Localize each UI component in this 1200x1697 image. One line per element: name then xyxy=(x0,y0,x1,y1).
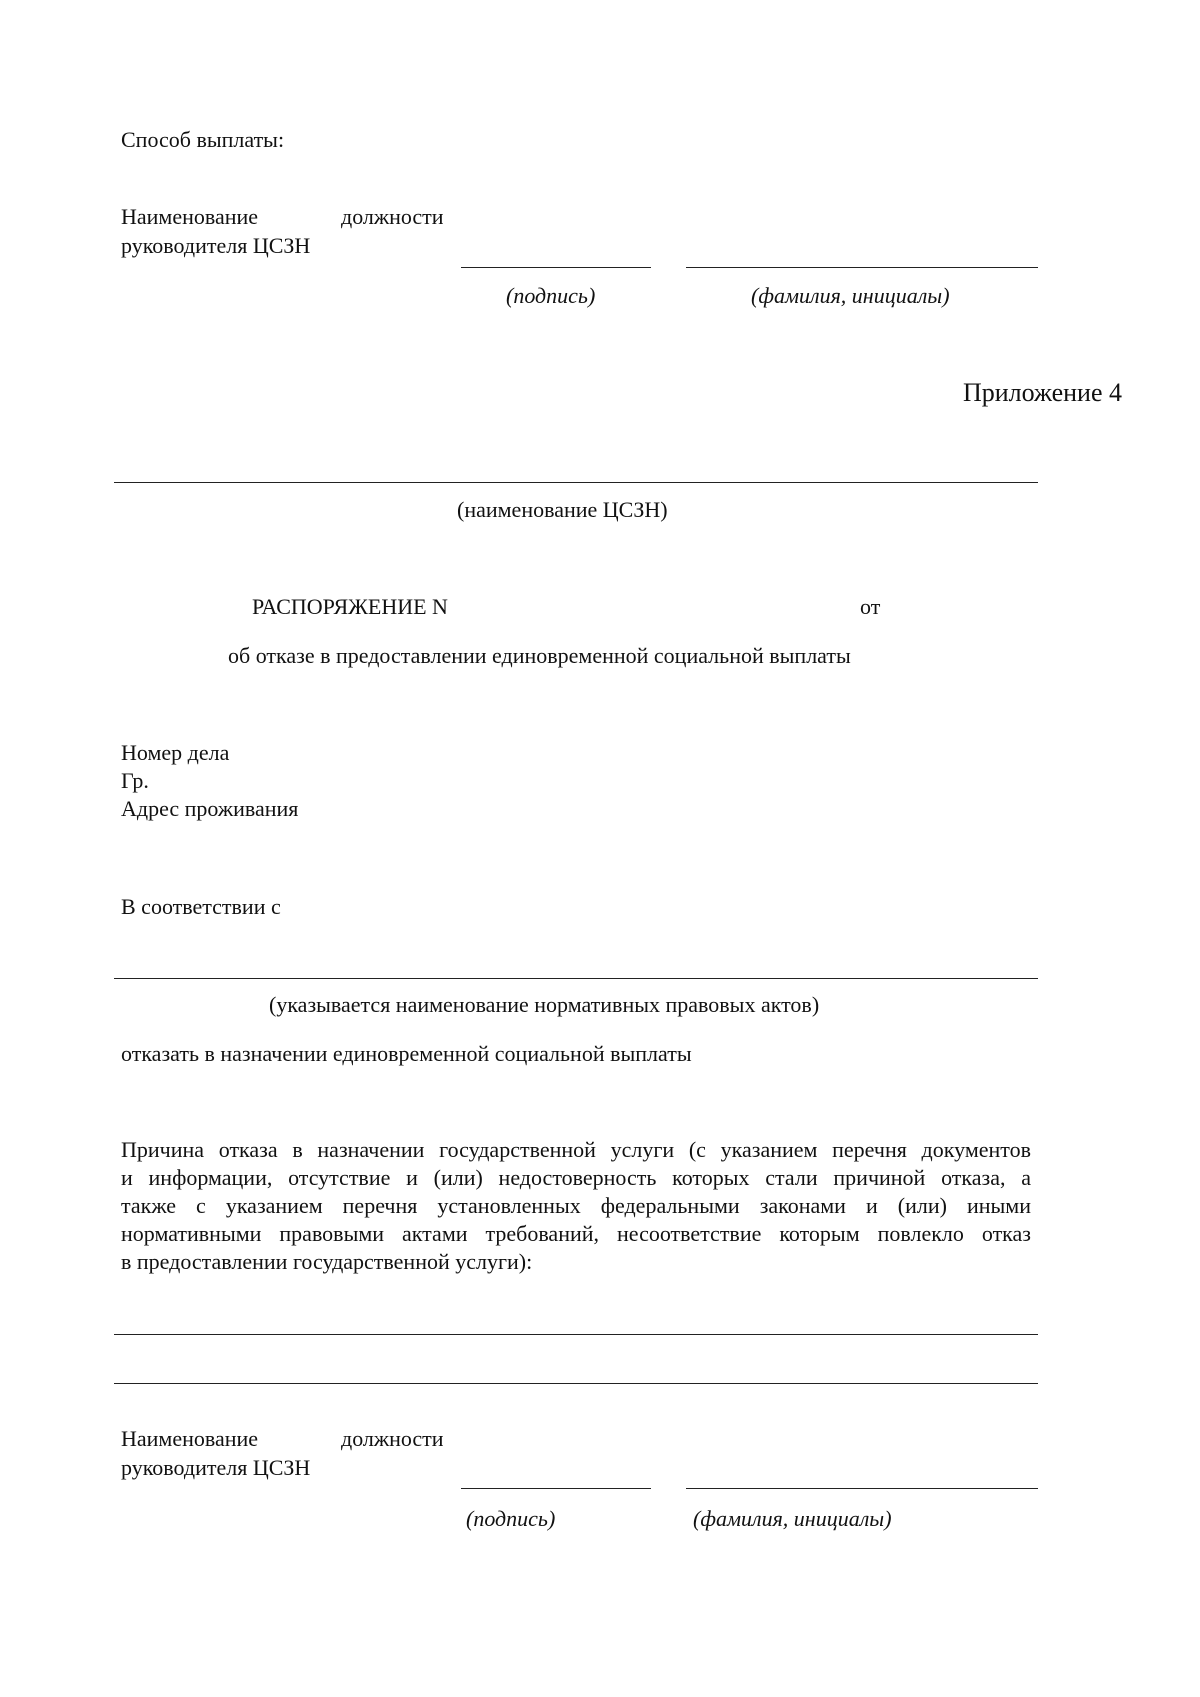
case-number-label: Номер дела xyxy=(121,740,230,765)
name-line xyxy=(686,267,1038,268)
reason-line-3: также с указанием перечня установленных федеральными законами и (или) иными xyxy=(121,1193,1031,1218)
decision-text: отказать в назначении единовременной социальной выплаты xyxy=(121,1041,692,1066)
address-label: Адрес проживания xyxy=(121,796,299,821)
order-subject: об отказе в предоставлении единовременной социальной выплаты xyxy=(228,643,851,668)
reason-line-1: Причина отказа в назначении государственной услуги (с указанием перечня документов xyxy=(121,1137,1031,1162)
reason-line-2: и информации, отсутствие и (или) недостоверность которых стали причиной отказа, а xyxy=(121,1165,1031,1190)
signature-line xyxy=(461,267,651,268)
reason-fill-line-1 xyxy=(114,1334,1038,1335)
citizen-label: Гр. xyxy=(121,768,149,793)
reason-fill-line-2 xyxy=(114,1383,1038,1384)
reason-line-5: в предоставлении государственной услуги): xyxy=(121,1249,533,1274)
appendix-label: Приложение 4 xyxy=(962,378,1122,407)
order-date-label: от xyxy=(860,594,881,619)
name-caption: (фамилия, инициалы) xyxy=(751,283,950,308)
position-label-word1-bottom: Наименование xyxy=(121,1426,259,1451)
position-label-word1: Наименование xyxy=(121,204,259,229)
signature-caption-bottom: (подпись) xyxy=(466,1506,556,1531)
org-name-line xyxy=(114,482,1038,483)
position-label-line2: руководителя ЦСЗН xyxy=(121,233,311,258)
in-accordance-label: В соответствии с xyxy=(121,894,281,919)
position-label-word2: должности xyxy=(341,204,444,229)
org-name-caption: (наименование ЦСЗН) xyxy=(457,497,668,522)
position-label-word2-bottom: должности xyxy=(341,1426,444,1451)
order-title: РАСПОРЯЖЕНИЕ N xyxy=(252,594,448,619)
position-label-line2-bottom: руководителя ЦСЗН xyxy=(121,1455,311,1480)
legal-acts-caption: (указывается наименование нормативных правовых актов) xyxy=(269,992,820,1017)
signature-line-bottom xyxy=(461,1488,651,1489)
legal-acts-line xyxy=(114,978,1038,979)
signature-caption: (подпись) xyxy=(506,283,596,308)
name-caption-bottom: (фамилия, инициалы) xyxy=(693,1506,892,1531)
reason-line-4: нормативными правовыми актами требований, несоответствие которым повлекло отказ xyxy=(121,1221,1031,1246)
payment-method-label: Способ выплаты: xyxy=(121,127,285,152)
name-line-bottom xyxy=(686,1488,1038,1489)
